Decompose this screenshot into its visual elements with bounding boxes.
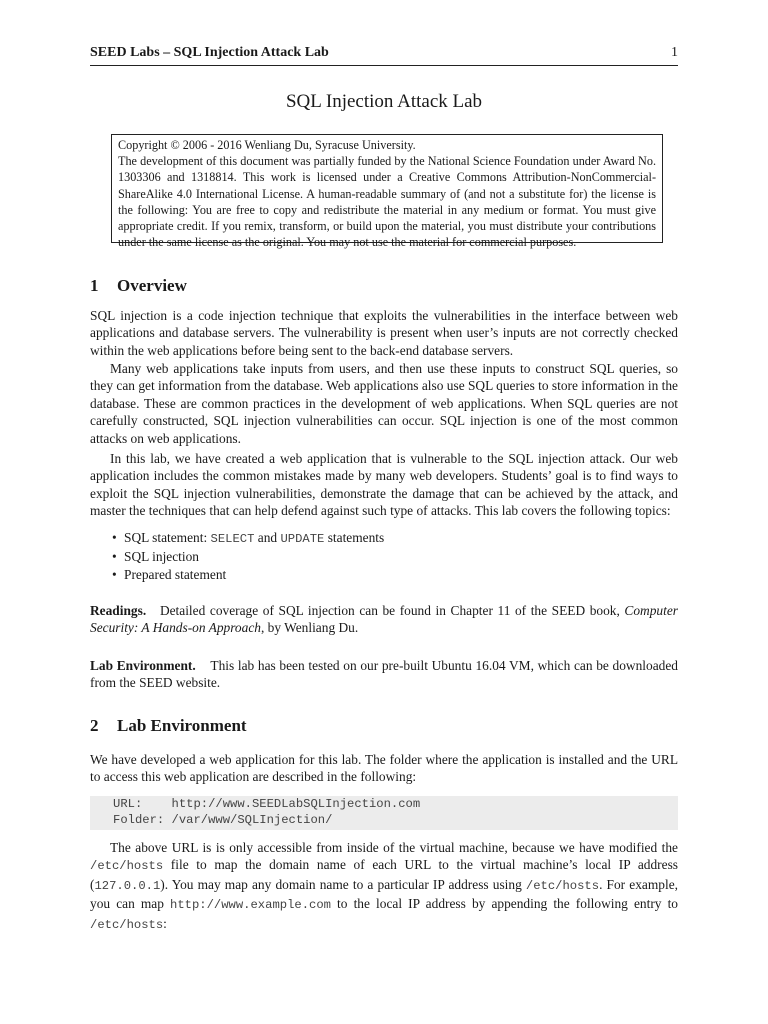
lab-environment-label: Lab Environment. xyxy=(90,658,196,673)
inline-code: http://www.example.com xyxy=(170,898,331,913)
lab-env-paragraph-2: The above URL is is only accessible from inside of the virtual machine, because we have modified the /etc/hosts file to map the domain name of each URL to the virtual machine’s local IP address (127.0.0.1). You may map any domain name to a particular IP address using /etc/hosts. For example, you can map http://www.example.com to the local IP address by appending the following entry to /etc/hosts: xyxy=(90,840,678,932)
header-title: SEED Labs – SQL Injection Attack Lab xyxy=(90,45,329,60)
readings-paragraph: Readings. Detailed coverage of SQL injection can be found in Chapter 11 of the SEED book, Computer Security: A Hands-on Approach, by Wenliang Du. xyxy=(90,603,678,636)
list-item: • SQL injection xyxy=(112,548,384,566)
inline-code: /etc/hosts xyxy=(525,878,600,893)
section-heading-lab-environment xyxy=(90,716,247,736)
inline-code: /etc/hosts xyxy=(90,917,164,932)
readings-label: Readings. xyxy=(90,603,147,618)
overview-paragraph-2: Many web applications take inputs from users, and then use these inputs to construct SQL queries, so they can get information from the database. Web applications also use SQL queries to store information in the database. These are common practices in the development of web applications. When SQL queries are not carefully constructed, SQL injection vulnerabilities can occur. SQL injection is one of the most common attacks on web applications. xyxy=(90,361,678,446)
section-title: Lab Environment xyxy=(117,716,247,735)
code-block xyxy=(90,796,678,830)
code-line-folder: Folder: /var/www/SQLInjection/ xyxy=(113,813,333,827)
code-line-url: URL: http://www.SEEDLabSQLInjection.com xyxy=(113,797,421,811)
section-heading-overview xyxy=(90,276,187,296)
document-title: SQL Injection Attack Lab xyxy=(285,91,483,112)
topics-list xyxy=(112,529,384,584)
running-header xyxy=(90,45,678,66)
copyright-box xyxy=(111,134,663,250)
section-title: Overview xyxy=(117,276,187,295)
lab-env-paragraph-1: We have developed a web application for this lab. The folder where the application is installed and the URL to access this web application are described in the following: xyxy=(90,752,678,785)
inline-code: UPDATE xyxy=(280,532,325,546)
list-item: • Prepared statement xyxy=(112,566,384,584)
list-item: • SQL statement: SELECT and UPDATE statements xyxy=(112,529,384,548)
copyright-line: Copyright © 2006 - 2016 Wenliang Du, Syracuse University. xyxy=(118,138,416,152)
section-number: 2 xyxy=(90,716,99,735)
book-title: Computer Security: A Hands-on Approach xyxy=(90,603,678,636)
copyright-body: The development of this document was partially funded by the National Science Foundation under Award No. 1303306 and 1318814. This work is licensed under a Creative Commons Attribution-NonCommercial-ShareAlike 4.0 International License. A human-readable summary of (and not a substitute for) the license is the following: You are free to copy and redistribute the material in any medium or format. You must give appropriate credit. If you remix, transform, or build upon the material, you must distribute your contributions under the same license as the original. You may not use the material for commercial purposes. xyxy=(118,154,656,250)
overview-paragraph-3: In this lab, we have created a web application that is vulnerable to the SQL injection attack. Our web application includes the common mistakes made by many web developers. Students’ goal is to find ways to exploit the SQL injection vulnerabilities, demonstrate the damage that can be achieved by the attack, and master the techniques that can help defend against such type of attacks. This lab covers the following topics: xyxy=(90,451,678,519)
section-number: 1 xyxy=(90,276,99,295)
overview-paragraph-1: SQL injection is a code injection technique that exploits the vulnerabilities in the interface between web applications and database servers. The vulnerability is present when user’s inputs are not correctly checked within the web applications before being sent to the back-end database servers. xyxy=(90,308,678,358)
page-number: 1 xyxy=(671,45,678,60)
lab-environment-paragraph: Lab Environment. This lab has been tested on our pre-built Ubuntu 16.04 VM, which can be downloaded from the SEED website. xyxy=(90,658,678,691)
inline-code: 127.0.0.1 xyxy=(94,878,161,893)
inline-code: /etc/hosts xyxy=(90,859,164,874)
inline-code: SELECT xyxy=(210,532,255,546)
